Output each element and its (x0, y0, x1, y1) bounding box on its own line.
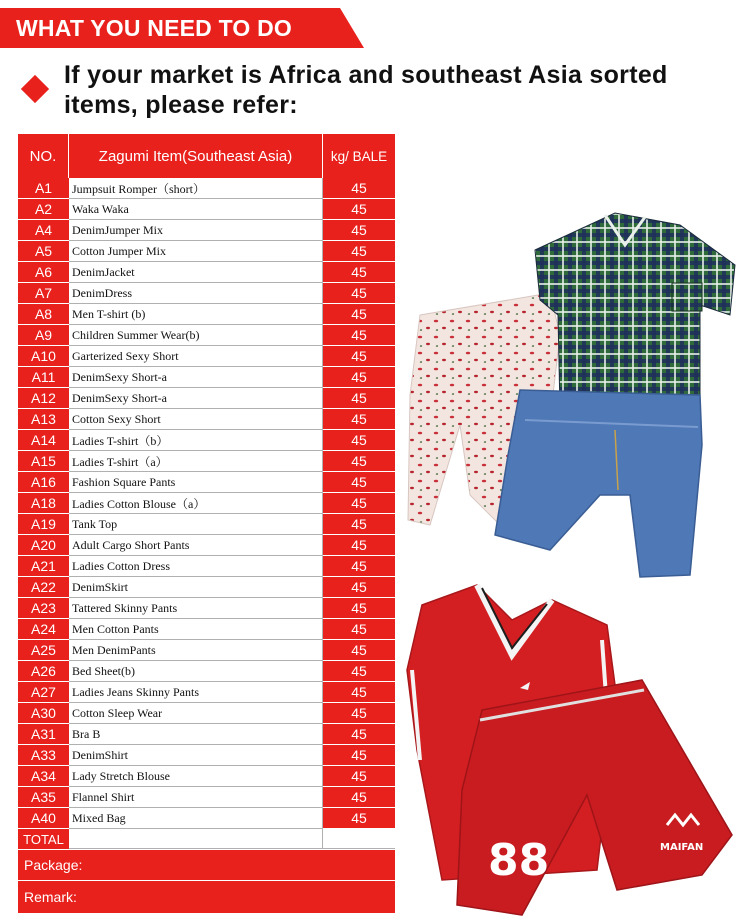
bullet-diamond-icon (21, 75, 49, 103)
item-kg-per-bale: 45 (323, 598, 395, 619)
package-row (18, 849, 395, 880)
table-row (18, 661, 395, 682)
table-row (18, 283, 395, 304)
item-name: Fashion Square Pants (69, 472, 323, 493)
table-row (18, 640, 395, 661)
item-kg-per-bale: 45 (323, 724, 395, 745)
table-row (18, 577, 395, 598)
table-row (18, 451, 395, 472)
item-name: DenimDress (69, 283, 323, 304)
item-kg-per-bale: 45 (323, 682, 395, 703)
item-name: Ladies T-shirt（b） (69, 430, 323, 451)
table-row (18, 556, 395, 577)
table-row (18, 703, 395, 724)
item-kg-per-bale: 45 (323, 640, 395, 661)
header-kg: kg/ BALE (330, 148, 388, 164)
item-kg-per-bale: 45 (323, 304, 395, 325)
item-number: A24 (18, 619, 69, 640)
item-name: Bed Sheet(b) (69, 661, 323, 682)
item-number: A35 (18, 787, 69, 808)
item-name: Men Cotton Pants (69, 619, 323, 640)
intro-text: If your market is Africa and southeast Asia sorted items, please refer: (64, 61, 668, 119)
item-name: Waka Waka (69, 199, 323, 220)
item-name: Mixed Bag (69, 808, 323, 829)
item-kg-per-bale: 45 (323, 577, 395, 598)
item-kg-per-bale: 45 (323, 325, 395, 346)
item-number: A26 (18, 661, 69, 682)
item-number: A40 (18, 808, 69, 829)
table-row (18, 682, 395, 703)
item-number: A31 (18, 724, 69, 745)
item-name: DenimSexy Short-a (69, 388, 323, 409)
table-row (18, 346, 395, 367)
item-name: Bra B (69, 724, 323, 745)
item-number: A33 (18, 745, 69, 766)
remark-label: Remark: (24, 889, 77, 905)
item-kg-per-bale: 45 (323, 346, 395, 367)
table-row (18, 241, 395, 262)
item-number: A23 (18, 598, 69, 619)
item-number: A22 (18, 577, 69, 598)
item-name: Lady Stretch Blouse (69, 766, 323, 787)
banner-title: WHAT YOU NEED TO DO (16, 15, 292, 41)
remark-row (18, 880, 395, 913)
table-row (18, 493, 395, 514)
total-row (18, 829, 395, 849)
section-banner (0, 8, 364, 48)
table-row (18, 514, 395, 535)
table-row (18, 472, 395, 493)
item-kg-per-bale: 45 (323, 178, 395, 199)
item-name: Men DenimPants (69, 640, 323, 661)
table-row (18, 409, 395, 430)
item-name: Adult Cargo Short Pants (69, 535, 323, 556)
item-number: A14 (18, 430, 69, 451)
item-name: DenimJacket (69, 262, 323, 283)
table-row (18, 745, 395, 766)
items-table (18, 134, 395, 913)
red-jersey-shorts-photo (402, 580, 742, 920)
table-row (18, 388, 395, 409)
table-row (18, 178, 395, 199)
item-kg-per-bale: 45 (323, 535, 395, 556)
item-number: A25 (18, 640, 69, 661)
table-body (18, 178, 395, 829)
item-number: A34 (18, 766, 69, 787)
item-number: A11 (18, 367, 69, 388)
item-kg-per-bale: 45 (323, 388, 395, 409)
item-kg-per-bale: 45 (323, 703, 395, 724)
total-kg-cell (323, 829, 395, 849)
item-kg-per-bale: 45 (323, 220, 395, 241)
item-kg-per-bale: 45 (323, 808, 395, 829)
item-name: Flannel Shirt (69, 787, 323, 808)
item-name: Ladies Cotton Dress (69, 556, 323, 577)
item-kg-per-bale: 45 (323, 493, 395, 514)
table-row (18, 199, 395, 220)
item-name: DenimSkirt (69, 577, 323, 598)
item-number: A8 (18, 304, 69, 325)
package-label: Package: (24, 857, 83, 873)
item-number: A4 (18, 220, 69, 241)
item-name: DenimShirt (69, 745, 323, 766)
table-row (18, 325, 395, 346)
item-number: A5 (18, 241, 69, 262)
table-row (18, 304, 395, 325)
total-label: TOTAL (18, 829, 69, 849)
item-kg-per-bale: 45 (323, 199, 395, 220)
total-item-cell (69, 829, 323, 849)
table-row (18, 598, 395, 619)
shorts-number: 88 (488, 835, 550, 886)
item-name: Ladies T-shirt（a） (69, 451, 323, 472)
item-name: Ladies Cotton Blouse（a） (69, 493, 323, 514)
item-name: DenimSexy Short-a (69, 367, 323, 388)
item-number: A18 (18, 493, 69, 514)
item-kg-per-bale: 45 (323, 661, 395, 682)
item-name: Children Summer Wear(b) (69, 325, 323, 346)
item-name: Men T-shirt (b) (69, 304, 323, 325)
item-number: A10 (18, 346, 69, 367)
table-row (18, 262, 395, 283)
shorts-brand: MAIFAN (660, 842, 704, 853)
item-name: Cotton Jumper Mix (69, 241, 323, 262)
item-number: A6 (18, 262, 69, 283)
item-kg-per-bale: 45 (323, 472, 395, 493)
item-number: A13 (18, 409, 69, 430)
item-number: A21 (18, 556, 69, 577)
table-row (18, 535, 395, 556)
item-kg-per-bale: 45 (323, 430, 395, 451)
item-kg-per-bale: 45 (323, 241, 395, 262)
table-row (18, 724, 395, 745)
item-number: A1 (18, 178, 69, 199)
table-row (18, 808, 395, 829)
header-item: Zagumi Item(Southeast Asia) (69, 134, 323, 178)
header-no: NO. (18, 134, 69, 178)
table-header (18, 134, 395, 178)
plaid-shirt-jeans-shorts-photo (400, 205, 740, 580)
item-name: Cotton Sleep Wear (69, 703, 323, 724)
item-kg-per-bale: 45 (323, 787, 395, 808)
item-name: Jumpsuit Romper（short） (69, 178, 323, 199)
item-kg-per-bale: 45 (323, 766, 395, 787)
item-number: A15 (18, 451, 69, 472)
item-name: Tank Top (69, 514, 323, 535)
item-number: A27 (18, 682, 69, 703)
item-number: A20 (18, 535, 69, 556)
table-row (18, 220, 395, 241)
item-name: Ladies Jeans Skinny Pants (69, 682, 323, 703)
item-kg-per-bale: 45 (323, 745, 395, 766)
item-name: Cotton Sexy Short (69, 409, 323, 430)
table-row (18, 430, 395, 451)
item-kg-per-bale: 45 (323, 367, 395, 388)
item-number: A30 (18, 703, 69, 724)
item-name: Tattered Skinny Pants (69, 598, 323, 619)
item-kg-per-bale: 45 (323, 556, 395, 577)
item-kg-per-bale: 45 (323, 283, 395, 304)
item-kg-per-bale: 45 (323, 451, 395, 472)
item-number: A12 (18, 388, 69, 409)
item-number: A16 (18, 472, 69, 493)
item-number: A7 (18, 283, 69, 304)
table-row (18, 787, 395, 808)
item-kg-per-bale: 45 (323, 514, 395, 535)
item-name: Garterized Sexy Short (69, 346, 323, 367)
table-row (18, 766, 395, 787)
table-row (18, 619, 395, 640)
item-kg-per-bale: 45 (323, 262, 395, 283)
item-number: A19 (18, 514, 69, 535)
item-name: DenimJumper Mix (69, 220, 323, 241)
item-kg-per-bale: 45 (323, 619, 395, 640)
item-number: A9 (18, 325, 69, 346)
item-kg-per-bale: 45 (323, 409, 395, 430)
item-number: A2 (18, 199, 69, 220)
table-row (18, 367, 395, 388)
